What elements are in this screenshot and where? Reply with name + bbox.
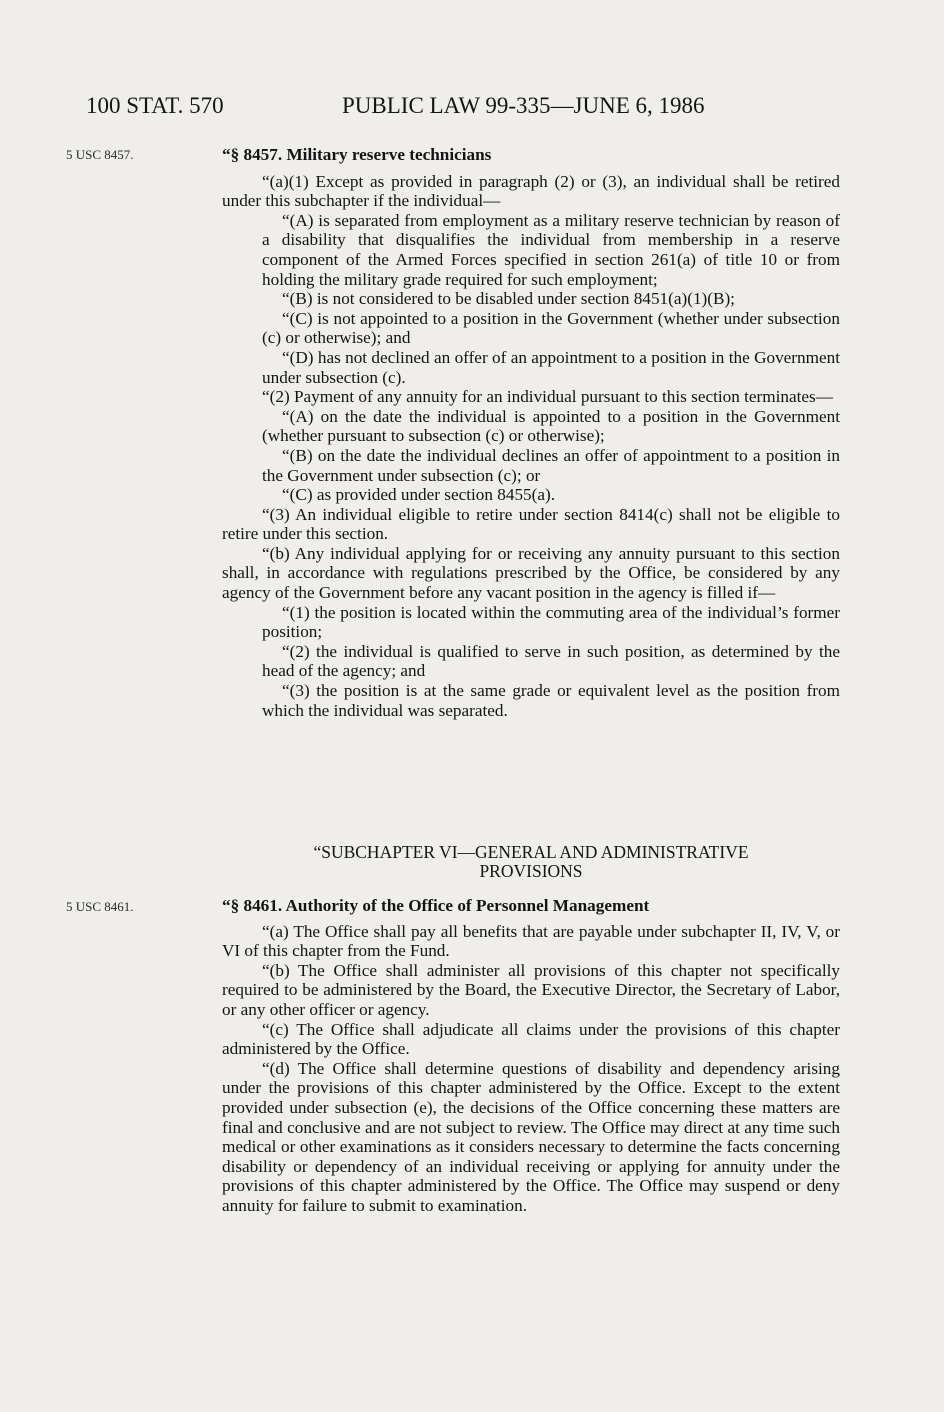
stat-page-number: 100 STAT. 570: [86, 93, 224, 118]
para-a2-B: “(B) on the date the individual declines an offer of appointment to a position in the Government under subsection (c); or: [262, 445, 840, 485]
para-b2: “(2) the individual is qualified to serve in such position, as determined by the head of the agency; and: [262, 641, 840, 681]
section-8461-heading: “§ 8461. Authority of the Office of Personnel Management: [222, 896, 650, 915]
para-8461-c: “(c) The Office shall adjudicate all claims under the provisions of this chapter administered by the Office.: [222, 1019, 840, 1059]
para-b1: “(1) the position is located within the commuting area of the individual’s former position;: [262, 602, 840, 642]
para-a1-B: “(B) is not considered to be disabled under section 8451(a)(1)(B);: [282, 289, 735, 309]
para-a2-A: “(A) on the date the individual is appointed to a position in the Government (whether pursuant to subsection (c) or otherwise);: [262, 406, 840, 446]
section-8461: [222, 896, 840, 1216]
public-law-title: PUBLIC LAW 99-335—JUNE 6, 1986: [342, 93, 705, 118]
para-b3: “(3) the position is at the same grade or equivalent level as the position from which the individual was separated.: [262, 681, 840, 720]
margin-note-usc-8461: 5 USC 8461.: [66, 899, 134, 914]
margin-note-usc-8457: 5 USC 8457.: [66, 147, 134, 162]
para-8461-b: “(b) The Office shall administer all provisions of this chapter not specifically required to be administered by the Board, the Executive Director, the Secretary of Labor, or any other officer or agency.: [222, 960, 840, 1019]
para-a2-C: “(C) as provided under section 8455(a).: [282, 485, 556, 505]
para-a1-C: “(C) is not appointed to a position in the Government (whether under subsection (c) or otherwise); and: [262, 308, 840, 348]
para-8461-a: “(a) The Office shall pay all benefits that are payable under subchapter II, IV, V, or VI of this chapter from the Fund.: [222, 921, 840, 961]
para-a2: “(2) Payment of any annuity for an individual pursuant to this section terminates—: [262, 387, 833, 407]
subchapter-title-line2: PROVISIONS: [479, 861, 583, 881]
para-8461-d: “(d) The Office shall determine questions of disability and dependency arising under the provisions of this chapter administered by the Office. Except to the extent provided under subsection (e), the decisions of the Office concerning these matters are final and conclusive and are not subject to review. The Office may direct at any time such medical or other examinations as it considers necessary to determine the facts concerning disability or dependency of an individual receiving or applying for annuity under the provisions of this chapter administered by the Office. The Office may suspend or deny annuity for failure to submit to examination.: [222, 1058, 840, 1215]
section-8457: [222, 145, 840, 720]
para-a1: “(a)(1) Except as provided in paragraph (2) or (3), an individual shall be retired under this subchapter if the individual—: [222, 171, 840, 211]
para-b: “(b) Any individual applying for or receiving any annuity pursuant to this section shall, in accordance with regulations prescribed by the Office, be considered by any agency of the Government before any vacant position in the agency is filled if—: [222, 543, 840, 603]
section-8457-heading: “§ 8457. Military reserve technicians: [222, 145, 492, 164]
subchapter-title-line1: “SUBCHAPTER VI—GENERAL AND ADMINISTRATIVE: [313, 842, 749, 862]
para-a1-D: “(D) has not declined an offer of an appointment to a position in the Government under subsection (c).: [262, 347, 840, 387]
subchapter-vi-title: [222, 843, 840, 881]
page-header: [86, 93, 846, 123]
para-a3: “(3) An individual eligible to retire under section 8414(c) shall not be eligible to retire under this section.: [222, 504, 840, 544]
para-a1-A: “(A) is separated from employment as a military reserve technician by reason of a disability that disqualifies the individual from membership in a reserve component of the Armed Forces specified in section 261(a) of title 10 or from holding the military grade required for such employment;: [262, 210, 840, 289]
